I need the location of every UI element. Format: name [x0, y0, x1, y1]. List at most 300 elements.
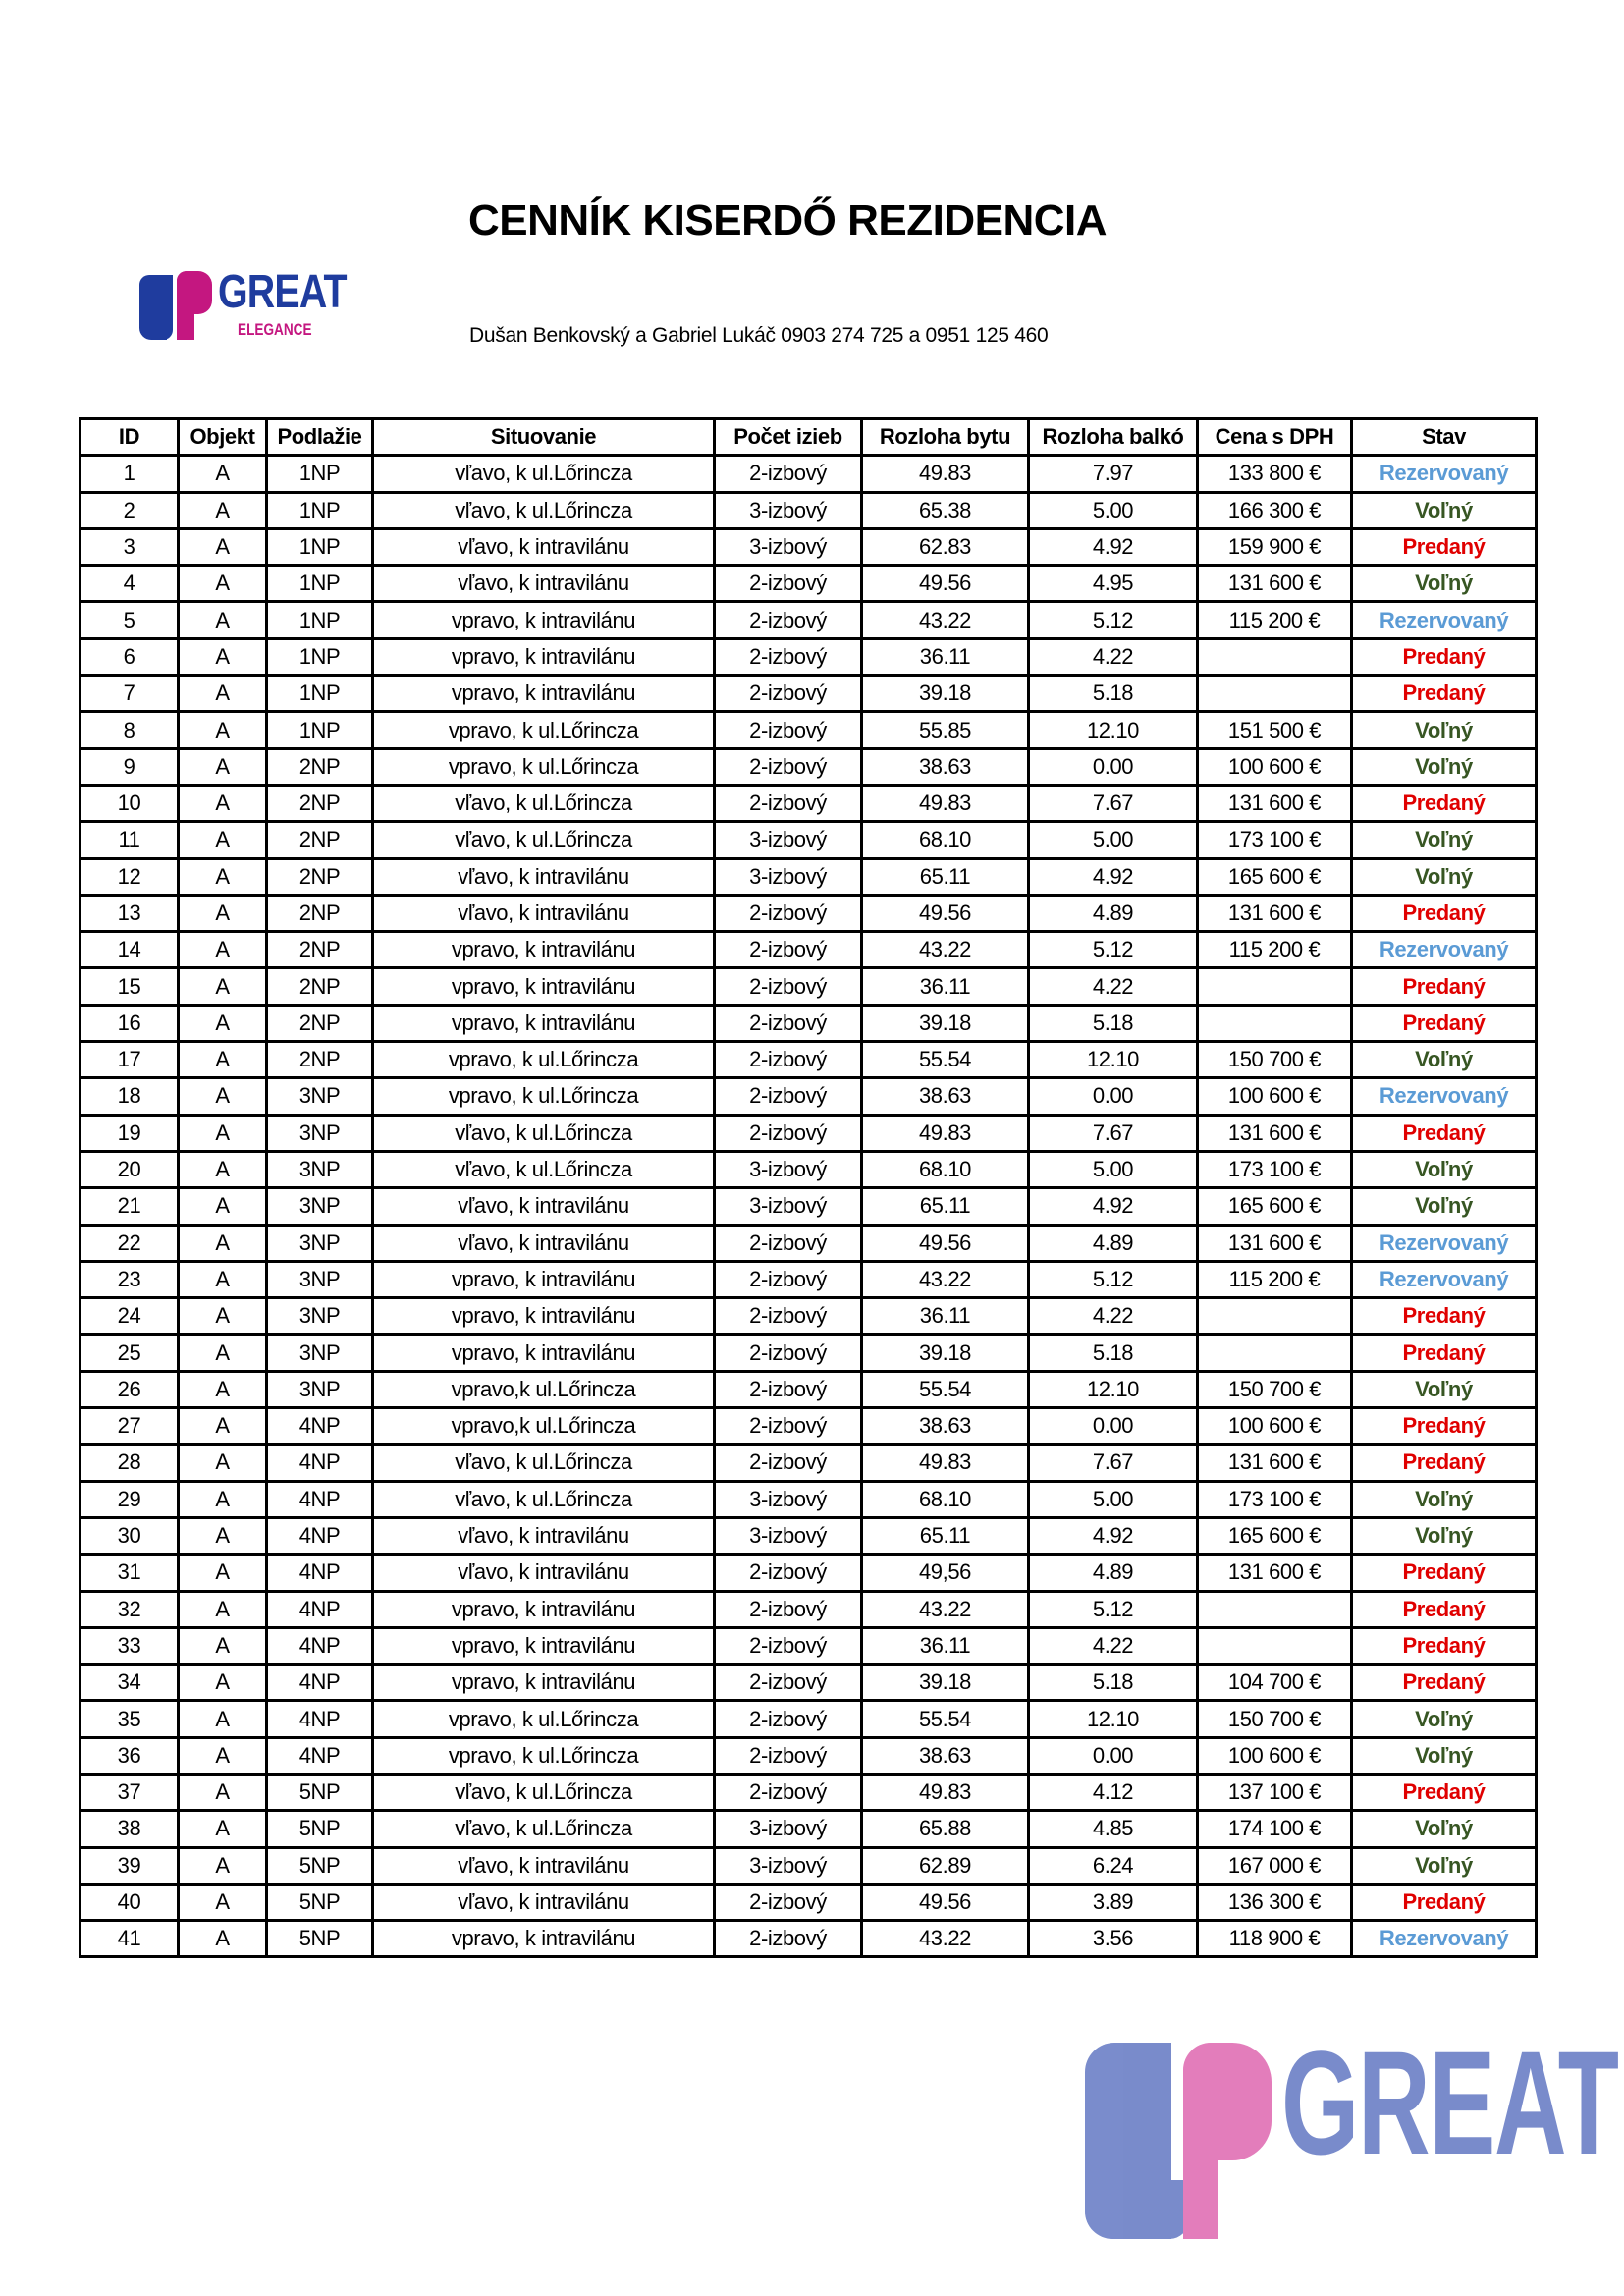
cell-situovanie: vľavo, k intravilánu: [373, 858, 715, 895]
cell-rozloha-bytu: 39.18: [862, 1335, 1029, 1371]
table-row: [81, 676, 1537, 712]
cell-podlazie: 3NP: [267, 1115, 373, 1151]
cell-id: 19: [81, 1115, 179, 1151]
cell-rozloha-bytu: 43.22: [862, 602, 1029, 638]
cell-id: 30: [81, 1517, 179, 1554]
cell-rozloha-balkona: 5.18: [1029, 1005, 1198, 1041]
price-table: [79, 417, 1538, 1958]
cell-situovanie: vpravo, k intravilánu: [373, 1005, 715, 1041]
logo-p-shape: [177, 271, 212, 340]
cell-situovanie: vpravo, k ul.Lőrincza: [373, 1737, 715, 1774]
cell-rozloha-bytu: 65.38: [862, 492, 1029, 528]
cell-rozloha-bytu: 39.18: [862, 1665, 1029, 1701]
cell-situovanie: vpravo, k intravilánu: [373, 1665, 715, 1701]
cell-pocet-izieb: 3-izbový: [715, 1811, 862, 1847]
cell-situovanie: vpravo, k intravilánu: [373, 638, 715, 675]
cell-id: 4: [81, 566, 179, 602]
cell-pocet-izieb: 3-izbový: [715, 528, 862, 565]
cell-id: 34: [81, 1665, 179, 1701]
cell-cena: 118 900 €: [1198, 1921, 1352, 1957]
cell-podlazie: 3NP: [267, 1371, 373, 1407]
cell-podlazie: 3NP: [267, 1225, 373, 1261]
cell-objekt: A: [179, 1884, 267, 1920]
cell-objekt: A: [179, 968, 267, 1005]
cell-id: 39: [81, 1847, 179, 1884]
cell-rozloha-bytu: 43.22: [862, 1261, 1029, 1297]
cell-pocet-izieb: 2-izbový: [715, 1261, 862, 1297]
cell-cena: 150 700 €: [1198, 1371, 1352, 1407]
cell-rozloha-balkona: 0.00: [1029, 1078, 1198, 1115]
cell-objekt: A: [179, 1517, 267, 1554]
table-row: [81, 1701, 1537, 1737]
cell-id: 2: [81, 492, 179, 528]
cell-objekt: A: [179, 1665, 267, 1701]
cell-rozloha-balkona: 7.67: [1029, 785, 1198, 821]
cell-objekt: A: [179, 1774, 267, 1810]
cell-rozloha-bytu: 65.11: [862, 1517, 1029, 1554]
cell-pocet-izieb: 2-izbový: [715, 1042, 862, 1078]
table-row: [81, 932, 1537, 968]
cell-situovanie: vpravo, k ul.Lőrincza: [373, 712, 715, 748]
cell-situovanie: vľavo, k intravilánu: [373, 1225, 715, 1261]
cell-situovanie: vľavo, k ul.Lőrincza: [373, 1115, 715, 1151]
cell-pocet-izieb: 2-izbový: [715, 1774, 862, 1810]
table-row: [81, 1847, 1537, 1884]
column-header-podlazie: Podlažie: [267, 419, 373, 456]
cell-pocet-izieb: 2-izbový: [715, 1408, 862, 1445]
cell-situovanie: vľavo, k ul.Lőrincza: [373, 456, 715, 492]
cell-rozloha-balkona: 5.12: [1029, 932, 1198, 968]
cell-situovanie: vľavo, k intravilánu: [373, 1188, 715, 1225]
cell-situovanie: vpravo, k intravilánu: [373, 1261, 715, 1297]
cell-podlazie: 1NP: [267, 492, 373, 528]
cell-situovanie: vpravo, k ul.Lőrincza: [373, 1078, 715, 1115]
cell-rozloha-bytu: 55.54: [862, 1701, 1029, 1737]
cell-rozloha-bytu: 68.10: [862, 1151, 1029, 1187]
cell-podlazie: 4NP: [267, 1701, 373, 1737]
cell-rozloha-bytu: 55.54: [862, 1042, 1029, 1078]
cell-rozloha-bytu: 49.83: [862, 456, 1029, 492]
cell-pocet-izieb: 2-izbový: [715, 1335, 862, 1371]
cell-situovanie: vľavo, k ul.Lőrincza: [373, 1774, 715, 1810]
cell-stav: Rezervovaný: [1352, 1078, 1537, 1115]
cell-rozloha-balkona: 4.85: [1029, 1811, 1198, 1847]
cell-objekt: A: [179, 858, 267, 895]
cell-rozloha-balkona: 7.97: [1029, 456, 1198, 492]
table-row: [81, 492, 1537, 528]
column-header-pocet-izieb: Počet izieb: [715, 419, 862, 456]
cell-stav: Voľný: [1352, 858, 1537, 895]
cell-situovanie: vpravo, k intravilánu: [373, 602, 715, 638]
cell-stav: Predaný: [1352, 1665, 1537, 1701]
cell-objekt: A: [179, 492, 267, 528]
cell-cena: 150 700 €: [1198, 1042, 1352, 1078]
cell-cena: 165 600 €: [1198, 1517, 1352, 1554]
cell-objekt: A: [179, 638, 267, 675]
cell-situovanie: vpravo, k intravilánu: [373, 932, 715, 968]
cell-rozloha-balkona: 7.67: [1029, 1115, 1198, 1151]
column-header-stav: Stav: [1352, 419, 1537, 456]
column-header-cena: Cena s DPH: [1198, 419, 1352, 456]
cell-id: 33: [81, 1627, 179, 1664]
cell-objekt: A: [179, 1847, 267, 1884]
cell-stav: Predaný: [1352, 1005, 1537, 1041]
cell-cena: 166 300 €: [1198, 492, 1352, 528]
cell-rozloha-bytu: 49.83: [862, 1445, 1029, 1481]
cell-pocet-izieb: 2-izbový: [715, 1591, 862, 1627]
cell-cena: 115 200 €: [1198, 932, 1352, 968]
cell-pocet-izieb: 2-izbový: [715, 1921, 862, 1957]
cell-stav: Voľný: [1352, 1701, 1537, 1737]
cell-stav: Predaný: [1352, 1408, 1537, 1445]
table-row: [81, 566, 1537, 602]
table-row: [81, 1921, 1537, 1957]
cell-stav: Predaný: [1352, 785, 1537, 821]
cell-rozloha-bytu: 49.83: [862, 785, 1029, 821]
cell-stav: Predaný: [1352, 895, 1537, 931]
cell-podlazie: 1NP: [267, 456, 373, 492]
cell-objekt: A: [179, 1078, 267, 1115]
cell-podlazie: 1NP: [267, 712, 373, 748]
cell-objekt: A: [179, 456, 267, 492]
cell-situovanie: vpravo, k intravilánu: [373, 968, 715, 1005]
cell-rozloha-balkona: 4.22: [1029, 1298, 1198, 1335]
cell-pocet-izieb: 3-izbový: [715, 822, 862, 858]
cell-pocet-izieb: 2-izbový: [715, 1737, 862, 1774]
table-row: [81, 1774, 1537, 1810]
cell-rozloha-bytu: 36.11: [862, 638, 1029, 675]
watermark-u-base: [1134, 2180, 1189, 2239]
table-row: [81, 1298, 1537, 1335]
cell-cena: 137 100 €: [1198, 1774, 1352, 1810]
cell-rozloha-balkona: 12.10: [1029, 1371, 1198, 1407]
cell-cena: [1198, 676, 1352, 712]
cell-podlazie: 4NP: [267, 1517, 373, 1554]
cell-rozloha-bytu: 36.11: [862, 968, 1029, 1005]
cell-situovanie: vpravo, k intravilánu: [373, 1591, 715, 1627]
cell-pocet-izieb: 2-izbový: [715, 1005, 862, 1041]
cell-podlazie: 3NP: [267, 1151, 373, 1187]
cell-situovanie: vľavo, k intravilánu: [373, 528, 715, 565]
cell-objekt: A: [179, 1371, 267, 1407]
cell-objekt: A: [179, 1445, 267, 1481]
cell-objekt: A: [179, 602, 267, 638]
table-row: [81, 1151, 1537, 1187]
cell-podlazie: 2NP: [267, 932, 373, 968]
cell-rozloha-balkona: 5.12: [1029, 602, 1198, 638]
cell-rozloha-balkona: 5.18: [1029, 1335, 1198, 1371]
cell-situovanie: vľavo, k intravilánu: [373, 895, 715, 931]
table-row: [81, 1665, 1537, 1701]
cell-podlazie: 4NP: [267, 1627, 373, 1664]
cell-stav: Voľný: [1352, 1737, 1537, 1774]
cell-podlazie: 2NP: [267, 1005, 373, 1041]
cell-rozloha-balkona: 0.00: [1029, 1737, 1198, 1774]
cell-rozloha-balkona: 5.00: [1029, 1151, 1198, 1187]
cell-stav: Predaný: [1352, 1445, 1537, 1481]
cell-id: 38: [81, 1811, 179, 1847]
column-header-rozloha-balkona: Rozloha balkó: [1029, 419, 1198, 456]
cell-id: 35: [81, 1701, 179, 1737]
cell-rozloha-balkona: 4.95: [1029, 566, 1198, 602]
table-row: [81, 1261, 1537, 1297]
cell-rozloha-bytu: 38.63: [862, 1408, 1029, 1445]
cell-cena: 133 800 €: [1198, 456, 1352, 492]
cell-rozloha-bytu: 68.10: [862, 1481, 1029, 1517]
cell-pocet-izieb: 2-izbový: [715, 932, 862, 968]
cell-podlazie: 5NP: [267, 1774, 373, 1810]
cell-stav: Rezervovaný: [1352, 602, 1537, 638]
cell-rozloha-balkona: 5.00: [1029, 822, 1198, 858]
cell-podlazie: 3NP: [267, 1078, 373, 1115]
table-row: [81, 1811, 1537, 1847]
cell-rozloha-balkona: 4.89: [1029, 1555, 1198, 1591]
cell-id: 17: [81, 1042, 179, 1078]
cell-id: 23: [81, 1261, 179, 1297]
cell-rozloha-bytu: 55.54: [862, 1371, 1029, 1407]
table-row: [81, 528, 1537, 565]
cell-objekt: A: [179, 1737, 267, 1774]
table-row: [81, 968, 1537, 1005]
cell-pocet-izieb: 3-izbový: [715, 492, 862, 528]
cell-situovanie: vľavo, k ul.Lőrincza: [373, 822, 715, 858]
cell-stav: Predaný: [1352, 1298, 1537, 1335]
cell-stav: Predaný: [1352, 528, 1537, 565]
cell-situovanie: vľavo, k ul.Lőrincza: [373, 785, 715, 821]
cell-stav: Voľný: [1352, 748, 1537, 785]
cell-pocet-izieb: 2-izbový: [715, 1225, 862, 1261]
cell-objekt: A: [179, 566, 267, 602]
cell-pocet-izieb: 2-izbový: [715, 1115, 862, 1151]
cell-rozloha-balkona: 12.10: [1029, 1042, 1198, 1078]
cell-pocet-izieb: 2-izbový: [715, 968, 862, 1005]
cell-cena: 167 000 €: [1198, 1847, 1352, 1884]
cell-situovanie: vľavo, k intravilánu: [373, 1884, 715, 1920]
cell-cena: 136 300 €: [1198, 1884, 1352, 1920]
cell-id: 9: [81, 748, 179, 785]
cell-objekt: A: [179, 1921, 267, 1957]
cell-stav: Voľný: [1352, 1811, 1537, 1847]
cell-cena: 131 600 €: [1198, 566, 1352, 602]
cell-pocet-izieb: 2-izbový: [715, 676, 862, 712]
cell-podlazie: 3NP: [267, 1261, 373, 1297]
cell-rozloha-balkona: 7.67: [1029, 1445, 1198, 1481]
cell-stav: Rezervovaný: [1352, 1261, 1537, 1297]
table-row: [81, 602, 1537, 638]
cell-id: 1: [81, 456, 179, 492]
cell-id: 3: [81, 528, 179, 565]
cell-rozloha-balkona: 5.00: [1029, 1481, 1198, 1517]
cell-rozloha-bytu: 65.11: [862, 1188, 1029, 1225]
cell-objekt: A: [179, 1481, 267, 1517]
cell-objekt: A: [179, 1408, 267, 1445]
cell-pocet-izieb: 2-izbový: [715, 602, 862, 638]
cell-rozloha-balkona: 4.92: [1029, 858, 1198, 895]
cell-id: 25: [81, 1335, 179, 1371]
cell-stav: Voľný: [1352, 566, 1537, 602]
cell-rozloha-bytu: 49.56: [862, 895, 1029, 931]
cell-stav: Voľný: [1352, 1188, 1537, 1225]
cell-podlazie: 5NP: [267, 1884, 373, 1920]
cell-stav: Predaný: [1352, 1115, 1537, 1151]
cell-stav: Predaný: [1352, 968, 1537, 1005]
table-row: [81, 1445, 1537, 1481]
cell-rozloha-balkona: 0.00: [1029, 1408, 1198, 1445]
cell-rozloha-balkona: 4.89: [1029, 1225, 1198, 1261]
cell-rozloha-bytu: 38.63: [862, 748, 1029, 785]
cell-pocet-izieb: 2-izbový: [715, 785, 862, 821]
cell-objekt: A: [179, 1005, 267, 1041]
table-row: [81, 1225, 1537, 1261]
table-row: [81, 1481, 1537, 1517]
cell-rozloha-bytu: 39.18: [862, 676, 1029, 712]
cell-cena: 100 600 €: [1198, 1408, 1352, 1445]
column-header-situovanie: Situovanie: [373, 419, 715, 456]
cell-pocet-izieb: 2-izbový: [715, 1627, 862, 1664]
cell-cena: 174 100 €: [1198, 1811, 1352, 1847]
cell-objekt: A: [179, 1335, 267, 1371]
cell-cena: 165 600 €: [1198, 858, 1352, 895]
cell-objekt: A: [179, 1115, 267, 1151]
cell-cena: 131 600 €: [1198, 1115, 1352, 1151]
cell-podlazie: 1NP: [267, 528, 373, 565]
cell-rozloha-bytu: 49.56: [862, 1884, 1029, 1920]
cell-podlazie: 1NP: [267, 566, 373, 602]
cell-stav: Predaný: [1352, 1627, 1537, 1664]
column-header-id: ID: [81, 419, 179, 456]
cell-id: 27: [81, 1408, 179, 1445]
cell-rozloha-bytu: 43.22: [862, 1591, 1029, 1627]
cell-cena: 131 600 €: [1198, 785, 1352, 821]
cell-pocet-izieb: 3-izbový: [715, 858, 862, 895]
cell-pocet-izieb: 2-izbový: [715, 712, 862, 748]
table-row: [81, 785, 1537, 821]
cell-rozloha-bytu: 39.18: [862, 1005, 1029, 1041]
table-row: [81, 748, 1537, 785]
cell-stav: Predaný: [1352, 1555, 1537, 1591]
cell-cena: 131 600 €: [1198, 1225, 1352, 1261]
cell-podlazie: 5NP: [267, 1847, 373, 1884]
cell-objekt: A: [179, 528, 267, 565]
cell-id: 5: [81, 602, 179, 638]
cell-pocet-izieb: 3-izbový: [715, 1151, 862, 1187]
cell-cena: 100 600 €: [1198, 1737, 1352, 1774]
cell-pocet-izieb: 2-izbový: [715, 1445, 862, 1481]
table-row: [81, 1884, 1537, 1920]
cell-situovanie: vpravo, k intravilánu: [373, 1921, 715, 1957]
table-row: [81, 1408, 1537, 1445]
cell-id: 18: [81, 1078, 179, 1115]
cell-podlazie: 3NP: [267, 1298, 373, 1335]
cell-situovanie: vľavo, k intravilánu: [373, 1517, 715, 1554]
cell-pocet-izieb: 3-izbový: [715, 1517, 862, 1554]
cell-podlazie: 5NP: [267, 1921, 373, 1957]
cell-rozloha-balkona: 12.10: [1029, 1701, 1198, 1737]
page-title: CENNÍK KISERDŐ REZIDENCIA: [468, 196, 1107, 245]
cell-rozloha-bytu: 68.10: [862, 822, 1029, 858]
cell-rozloha-bytu: 49,56: [862, 1555, 1029, 1591]
column-header-rozloha-bytu: Rozloha bytu: [862, 419, 1029, 456]
cell-id: 7: [81, 676, 179, 712]
table-row: [81, 456, 1537, 492]
cell-id: 40: [81, 1884, 179, 1920]
table-row: [81, 1042, 1537, 1078]
cell-pocet-izieb: 2-izbový: [715, 456, 862, 492]
cell-cena: 131 600 €: [1198, 1445, 1352, 1481]
cell-pocet-izieb: 3-izbový: [715, 1188, 862, 1225]
cell-stav: Rezervovaný: [1352, 932, 1537, 968]
table-row: [81, 858, 1537, 895]
cell-podlazie: 3NP: [267, 1335, 373, 1371]
cell-situovanie: vpravo, k intravilánu: [373, 1627, 715, 1664]
cell-podlazie: 2NP: [267, 895, 373, 931]
cell-id: 26: [81, 1371, 179, 1407]
cell-stav: Rezervovaný: [1352, 1225, 1537, 1261]
watermark-brand-text: GREAT: [1281, 2020, 1618, 2185]
cell-rozloha-bytu: 38.63: [862, 1078, 1029, 1115]
cell-id: 21: [81, 1188, 179, 1225]
cell-rozloha-bytu: 62.83: [862, 528, 1029, 565]
table-row: [81, 1005, 1537, 1041]
contact-line: Dušan Benkovský a Gabriel Lukáč 0903 274 725 a 0951 125 460: [469, 324, 1049, 347]
cell-pocet-izieb: 2-izbový: [715, 1884, 862, 1920]
cell-objekt: A: [179, 1555, 267, 1591]
cell-stav: Predaný: [1352, 1335, 1537, 1371]
watermark-p-shape: [1183, 2043, 1272, 2239]
cell-situovanie: vpravo, k intravilánu: [373, 1335, 715, 1371]
cell-pocet-izieb: 2-izbový: [715, 638, 862, 675]
table-row: [81, 1115, 1537, 1151]
cell-pocet-izieb: 2-izbový: [715, 1555, 862, 1591]
cell-id: 22: [81, 1225, 179, 1261]
cell-situovanie: vpravo, k ul.Lőrincza: [373, 748, 715, 785]
cell-rozloha-balkona: 5.18: [1029, 676, 1198, 712]
cell-situovanie: vpravo, k ul.Lőrincza: [373, 1042, 715, 1078]
cell-stav: Predaný: [1352, 1591, 1537, 1627]
cell-situovanie: vpravo,k ul.Lőrincza: [373, 1371, 715, 1407]
cell-rozloha-balkona: 4.92: [1029, 1517, 1198, 1554]
cell-objekt: A: [179, 1591, 267, 1627]
cell-situovanie: vľavo, k intravilánu: [373, 1555, 715, 1591]
watermark-logo: [1085, 2020, 1624, 2239]
cell-rozloha-balkona: 4.92: [1029, 1188, 1198, 1225]
cell-podlazie: 2NP: [267, 748, 373, 785]
cell-objekt: A: [179, 1188, 267, 1225]
cell-rozloha-balkona: 6.24: [1029, 1847, 1198, 1884]
cell-objekt: A: [179, 1298, 267, 1335]
cell-objekt: A: [179, 748, 267, 785]
table-row: [81, 1188, 1537, 1225]
cell-stav: Voľný: [1352, 1517, 1537, 1554]
table-row: [81, 1555, 1537, 1591]
table-row: [81, 712, 1537, 748]
cell-rozloha-balkona: 3.56: [1029, 1921, 1198, 1957]
cell-stav: Predaný: [1352, 1774, 1537, 1810]
cell-podlazie: 2NP: [267, 1042, 373, 1078]
cell-pocet-izieb: 2-izbový: [715, 1665, 862, 1701]
cell-pocet-izieb: 2-izbový: [715, 1078, 862, 1115]
cell-cena: 173 100 €: [1198, 822, 1352, 858]
cell-objekt: A: [179, 1811, 267, 1847]
cell-objekt: A: [179, 1627, 267, 1664]
cell-podlazie: 2NP: [267, 968, 373, 1005]
company-logo: [139, 267, 370, 346]
cell-stav: Predaný: [1352, 1884, 1537, 1920]
cell-podlazie: 4NP: [267, 1737, 373, 1774]
cell-podlazie: 3NP: [267, 1188, 373, 1225]
cell-id: 32: [81, 1591, 179, 1627]
column-header-objekt: Objekt: [179, 419, 267, 456]
